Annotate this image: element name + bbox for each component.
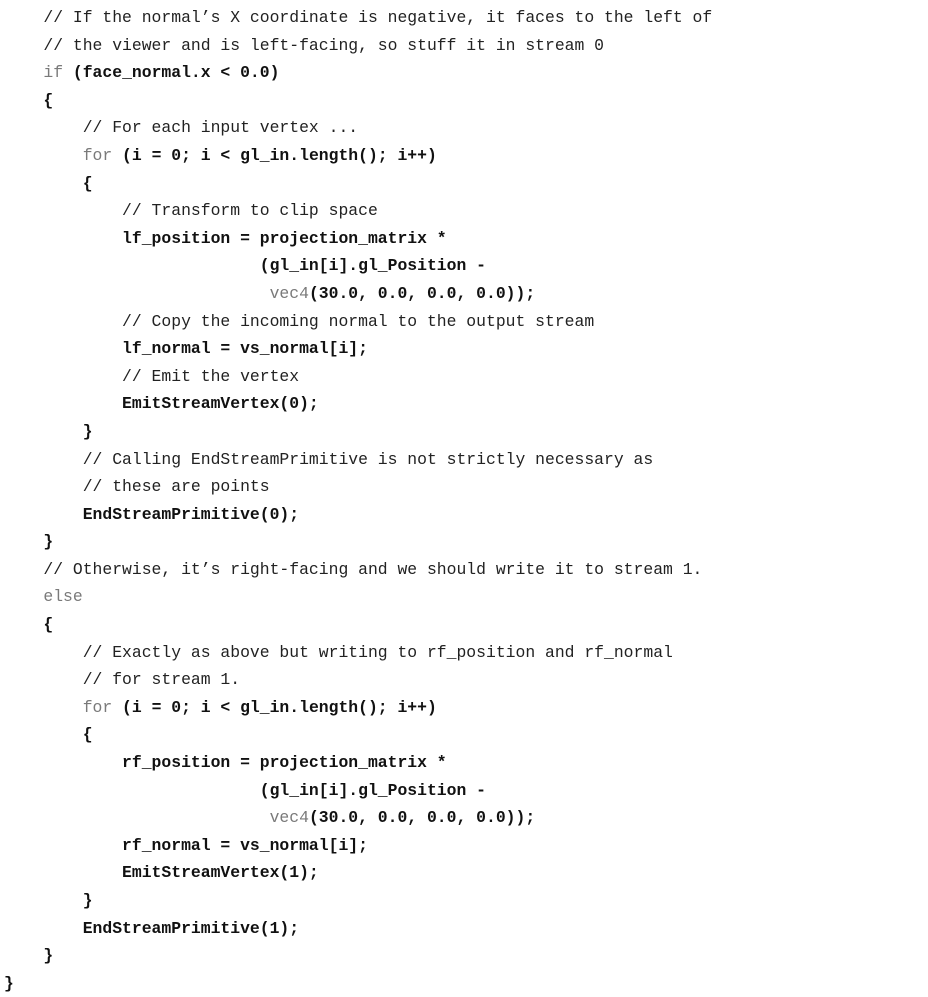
code-indent <box>4 532 43 551</box>
code-indent <box>4 781 260 800</box>
code-line <box>4 363 928 391</box>
code-line <box>4 915 928 943</box>
code-line <box>4 639 928 667</box>
code-indent <box>4 505 83 524</box>
code-token-keyword: else <box>43 587 83 607</box>
code-indent <box>4 91 43 110</box>
code-indent <box>4 670 83 689</box>
code-token-plain: EndStreamPrimitive(0); <box>82 504 300 524</box>
code-token-comment: // Otherwise, it’s right-facing and we should write it to stream 1. <box>43 559 703 579</box>
code-indent <box>4 201 122 220</box>
code-token-plain: { <box>43 615 54 635</box>
code-indent <box>4 394 122 413</box>
code-indent <box>4 725 83 744</box>
code-token-plain: } <box>82 891 93 910</box>
code-line <box>4 556 928 584</box>
code-line <box>4 777 928 805</box>
code-token-comment: // for stream 1. <box>82 670 241 690</box>
code-token-plain: } <box>43 532 54 552</box>
code-line <box>4 308 928 336</box>
code-line <box>4 225 928 253</box>
code-token-plain: (30.0, 0.0, 0.0, 0.0)); <box>308 808 536 828</box>
code-indent <box>4 284 270 303</box>
code-token-plain: EmitStreamVertex(0); <box>122 394 319 414</box>
code-token-plain: lf_normal = vs_normal[i]; <box>122 339 368 359</box>
code-indent <box>4 753 122 772</box>
code-token-comment: // these are points <box>82 477 270 497</box>
code-indent <box>4 477 83 496</box>
code-line <box>4 583 928 611</box>
code-indent <box>4 146 83 165</box>
code-indent <box>4 808 270 827</box>
code-line <box>4 749 928 777</box>
code-token-comment: // Emit the vertex <box>122 366 300 386</box>
code-token-plain: (i = 0; i < gl_in.length(); i++) <box>112 145 437 165</box>
code-line <box>4 170 928 198</box>
code-token-builtin: vec4 <box>269 283 309 303</box>
code-line <box>4 446 928 474</box>
code-indent <box>4 312 122 331</box>
code-indent <box>4 118 83 137</box>
code-token-plain: { <box>82 725 93 745</box>
code-line <box>4 87 928 115</box>
code-token-keyword: for <box>82 145 113 165</box>
code-line <box>4 280 928 308</box>
code-line <box>4 418 928 446</box>
code-token-keyword: if <box>43 63 64 83</box>
code-token-plain: { <box>82 173 93 193</box>
code-indent <box>4 367 122 386</box>
code-indent <box>4 587 43 606</box>
code-line <box>4 32 928 60</box>
code-token-plain: } <box>4 973 14 993</box>
code-line <box>4 142 928 170</box>
code-token-plain: (30.0, 0.0, 0.0, 0.0)); <box>308 283 536 303</box>
code-token-comment: // Copy the incoming normal to the output stream <box>122 311 595 331</box>
code-indent <box>4 339 122 358</box>
code-line <box>4 252 928 280</box>
code-indent <box>4 615 43 634</box>
code-token-plain: } <box>82 421 93 441</box>
code-token-plain: EmitStreamVertex(1); <box>122 863 319 883</box>
code-line <box>4 473 928 501</box>
code-token-plain: rf_position = projection_matrix * <box>122 753 447 773</box>
code-indent <box>4 174 83 193</box>
code-line <box>4 528 928 556</box>
code-indent <box>4 698 83 717</box>
code-line <box>4 611 928 639</box>
code-indent <box>4 863 122 882</box>
code-indent <box>4 919 83 938</box>
code-token-plain: (gl_in[i].gl_Position - <box>259 780 486 800</box>
code-indent <box>4 63 43 82</box>
code-token-plain: (gl_in[i].gl_Position - <box>259 256 486 276</box>
code-indent <box>4 560 43 579</box>
code-indent <box>4 422 83 441</box>
code-token-comment: // If the normal’s X coordinate is negative, it faces to the left of <box>43 8 713 27</box>
code-indent <box>4 36 43 55</box>
code-token-comment: // Calling EndStreamPrimitive is not strictly necessary as <box>82 449 654 469</box>
code-token-keyword: for <box>82 697 113 717</box>
code-line <box>4 832 928 860</box>
code-indent <box>4 8 43 27</box>
code-token-plain: } <box>43 946 54 966</box>
code-line <box>4 335 928 363</box>
code-indent <box>4 229 122 248</box>
code-indent <box>4 891 83 910</box>
code-token-plain: rf_normal = vs_normal[i]; <box>122 835 368 855</box>
code-line <box>4 666 928 694</box>
code-token-comment: // For each input vertex ... <box>82 118 359 138</box>
code-token-comment: // Exactly as above but writing to rf_position and rf_normal <box>82 642 673 662</box>
code-token-comment: // the viewer and is left-facing, so stuff it in stream 0 <box>43 35 605 55</box>
code-line <box>4 390 928 418</box>
code-line <box>4 859 928 887</box>
code-line <box>4 721 928 749</box>
code-token-plain: (i = 0; i < gl_in.length(); i++) <box>112 697 437 717</box>
code-line <box>4 887 928 915</box>
code-token-plain: lf_position = projection_matrix * <box>122 228 447 248</box>
code-line <box>4 501 928 529</box>
code-line <box>4 942 928 970</box>
code-indent <box>4 450 83 469</box>
code-token-plain: (face_normal.x < 0.0) <box>63 63 280 83</box>
code-line <box>4 694 928 722</box>
code-indent <box>4 643 83 662</box>
code-indent <box>4 946 43 965</box>
code-line <box>4 197 928 225</box>
code-token-builtin: vec4 <box>269 808 309 828</box>
code-line <box>4 114 928 142</box>
code-indent <box>4 256 260 275</box>
code-line <box>4 804 928 832</box>
code-token-plain: { <box>43 90 54 110</box>
code-line <box>4 970 928 997</box>
code-token-plain: EndStreamPrimitive(1); <box>82 918 300 938</box>
code-indent <box>4 836 122 855</box>
code-line <box>4 59 928 87</box>
code-line <box>4 4 928 32</box>
code-token-comment: // Transform to clip space <box>122 201 378 221</box>
